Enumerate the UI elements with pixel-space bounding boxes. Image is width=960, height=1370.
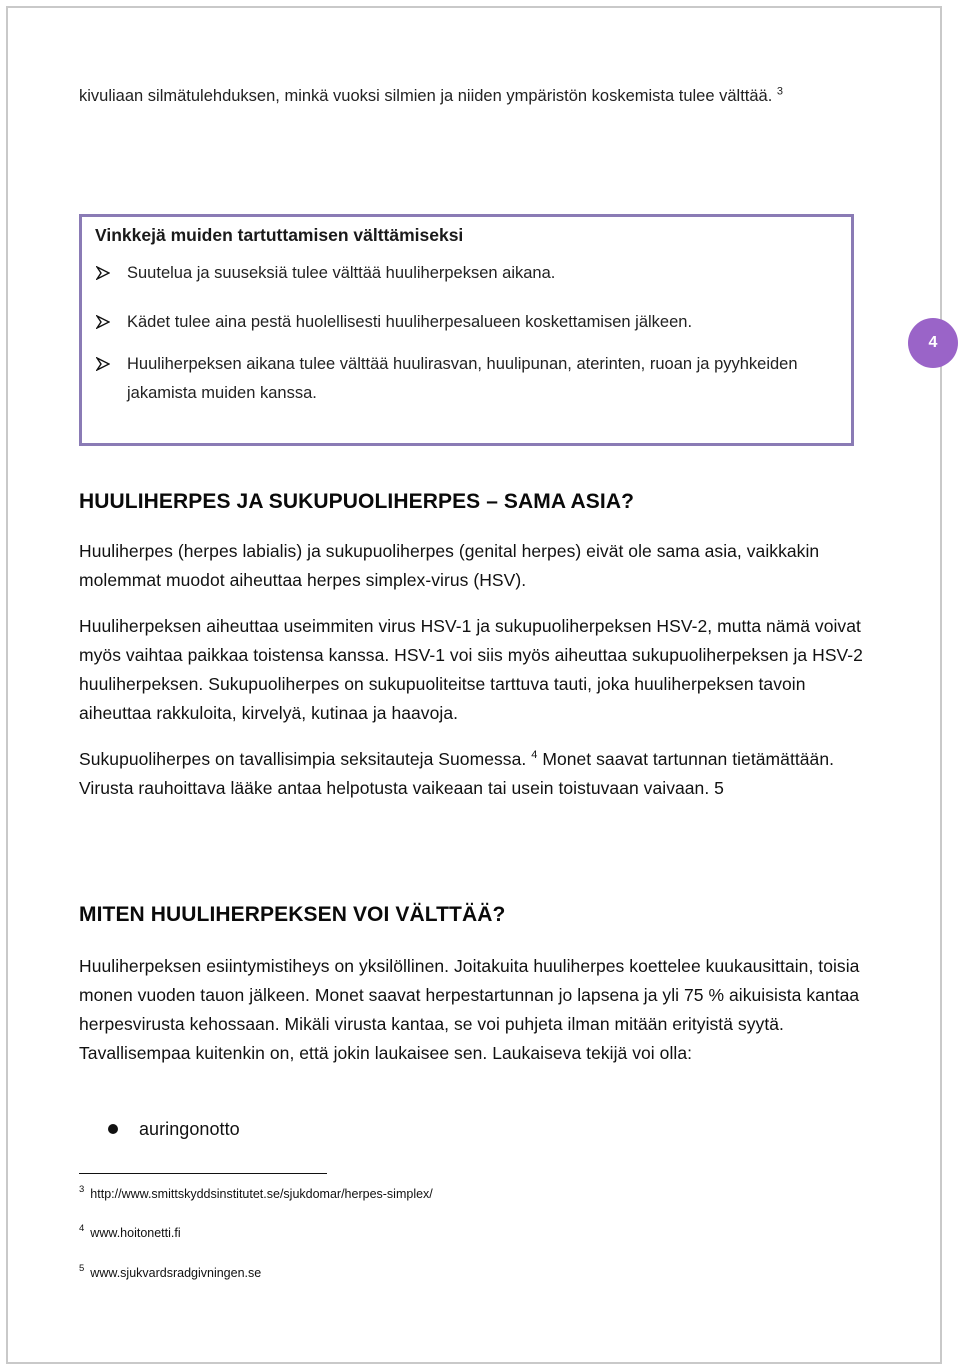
bullet-dot-icon	[108, 1124, 118, 1134]
paragraph	[79, 745, 879, 803]
paragraph: Huuliherpeksen esiintymistiheys on yksilöllinen. Joitakuita huuliherpes koettelee kuukausittain, toisia monen vuoden tauon jälkeen. Monet saavat herpestartunnan jo lapsena ja yli 75 % aikuisista kantaa herpesvirusta kehossaan. Mikäli virusta kantaa, se voi puhjeta ilman mitään erityistä syytä. Tavallisempaa kuitenkin on, että jokin laukaisee sen. Laukaiseva tekijä voi olla:	[79, 956, 860, 1063]
footnote-number: 4	[79, 1223, 85, 1234]
arrow-bullet-icon	[96, 266, 110, 280]
footnote	[79, 1263, 262, 1280]
footnote-ref-4: 4	[531, 749, 538, 762]
footnote-separator	[79, 1173, 327, 1174]
tip-item-text: Kädet tulee aina pestä huolellisesti huuliherpesalueen koskettamisen jälkeen.	[127, 313, 693, 331]
paragraph-text: Monet saavat tartunnan tietämättään. Virusta rauhoittava lääke antaa helpotusta vaikeaan tai usein toistuvaan vaivaan. 5	[79, 749, 835, 798]
tip-item	[127, 259, 827, 288]
footnote-link[interactable]: http://www.smittskyddsinstitutet.se/sjukdomar/herpes-simplex/	[90, 1187, 433, 1201]
section-heading: HUULIHERPES JA SUKUPUOLIHERPES – SAMA ASIA?	[79, 490, 635, 513]
arrow-bullet-icon	[96, 357, 110, 371]
paragraph-text: Sukupuoliherpes on tavallisimpia seksitauteja Suomessa.	[79, 749, 527, 769]
footnote-ref-3: 3	[776, 85, 784, 98]
tip-item-text: Suutelua ja suuseksiä tulee välttää huuliherpeksen aikana.	[127, 264, 556, 282]
paragraph: Huuliherpeksen aiheuttaa useimmiten virus HSV-1 ja sukupuoliherpeksen HSV-2, mutta nämä voivat myös vaihtaa paikkaa toistensa kanssa. HSV-1 voi siis myös aiheuttaa sukupuoliherpeksen ja HSV-2 huuliherpeksen. Sukupuoliherpes on sukupuoliteitse tarttuva tauti, joka huuliherpeksen tavoin aiheuttaa rakkuloita, kirvelyä, kutinaa ja haavoja.	[79, 616, 863, 723]
tips-box	[79, 214, 854, 446]
arrow-bullet-icon	[96, 315, 110, 329]
footnote	[79, 1184, 433, 1201]
footnote-number: 5	[79, 1263, 85, 1274]
section-heading: MITEN HUULIHERPEKSEN VOI VÄLTTÄÄ?	[79, 903, 506, 926]
bullet-item: auringonotto	[139, 1119, 240, 1139]
footnote-link[interactable]: www.hoitonetti.fi	[90, 1226, 181, 1240]
intro-text: kivuliaan silmätulehduksen, minkä vuoksi silmien ja niiden ympäristön koskemista tulee välttää.	[79, 87, 773, 105]
footnote	[79, 1223, 181, 1240]
tip-item	[127, 350, 817, 408]
tips-box-title: Vinkkejä muiden tartuttamisen välttämiseksi	[95, 225, 464, 245]
paragraph: Huuliherpes (herpes labialis) ja sukupuoliherpes (genital herpes) eivät ole sama asia, vaikkakin molemmat muodot aiheuttaa herpes simplex-virus (HSV).	[79, 541, 820, 590]
footnote-number: 3	[79, 1184, 85, 1195]
intro-paragraph	[79, 82, 879, 111]
tip-item	[127, 308, 827, 337]
footnote-link[interactable]: www.sjukvardsradgivningen.se	[90, 1266, 262, 1280]
page-number-badge: 4	[908, 318, 958, 368]
tip-item-text: Huuliherpeksen aikana tulee välttää huulirasvan, huulipunan, aterinten, ruoan ja pyyhkeiden jakamista muiden kanssa.	[127, 355, 798, 402]
